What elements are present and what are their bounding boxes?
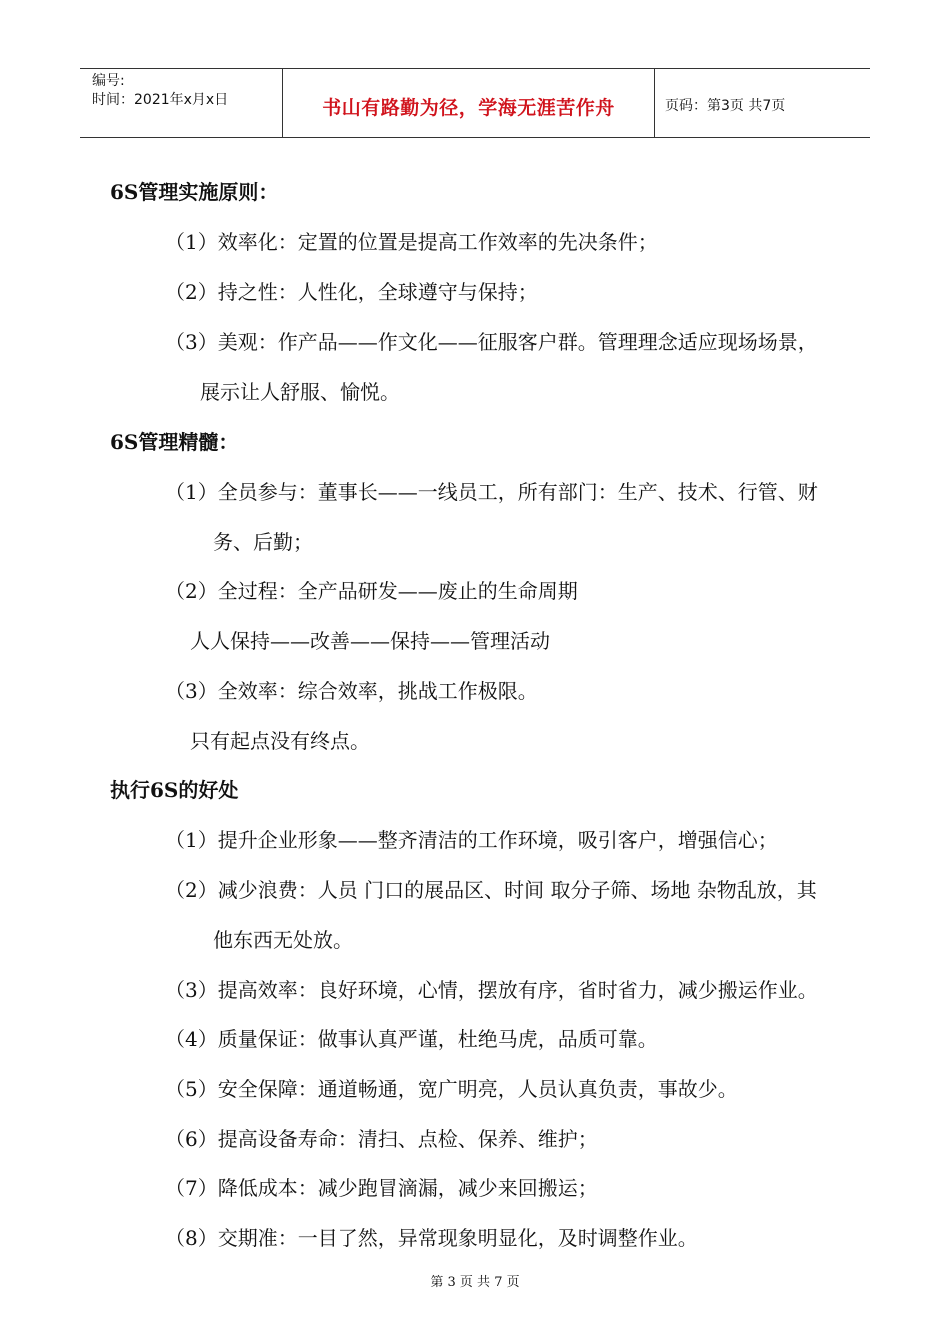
- time-label: 时间：2021年x月x日: [92, 92, 229, 108]
- benefits-item-3: （3）提高效率：良好环境，心情，摆放有序，省时省力，减少搬运作业。: [165, 978, 818, 1002]
- benefits-item-7: （7）降低成本：减少跑冒滴漏，减少来回搬运；: [165, 1176, 598, 1200]
- principles-item-2: （2）持之性：人性化，全球遵守与保持；: [165, 280, 538, 304]
- benefits-item-2: （2）减少浪费：人员 门口的展品区、时间 取分子筛、场地 杂物乱放，其: [165, 878, 817, 902]
- header-motto: 书山有路勤为径，学海无涯苦作舟: [283, 69, 655, 137]
- essence-item-2: （2）全过程：全产品研发——废止的生命周期: [165, 579, 578, 603]
- principles-item-3: （3）美观：作产品——作文化——征服客户群。管理理念适应现场场景，: [165, 330, 818, 354]
- section-title-essence: 6S管理精髓：: [110, 430, 239, 454]
- essence-item-1: （1）全员参与：董事长——一线员工，所有部门：生产、技术、行管、财: [165, 480, 818, 504]
- benefits-item-1: （1）提升企业形象——整齐清洁的工作环境，吸引客户，增强信心；: [165, 828, 778, 852]
- benefits-item-2-continued: 他东西无处放。: [213, 928, 353, 952]
- essence-item-2-continued: 人人保持——改善——保持——管理活动: [190, 629, 550, 653]
- principles-item-1: （1）效率化：定置的位置是提高工作效率的先决条件；: [165, 230, 658, 254]
- essence-item-1-continued: 务、后勤；: [213, 530, 313, 554]
- benefits-item-4: （4）质量保证：做事认真严谨，杜绝马虎，品质可靠。: [165, 1027, 658, 1051]
- section-title-principles: 6S管理实施原则：: [110, 180, 279, 204]
- benefits-item-8: （8）交期准：一目了然，异常现象明显化，及时调整作业。: [165, 1226, 698, 1250]
- essence-item-3-continued: 只有起点没有终点。: [190, 729, 370, 753]
- document-header: [80, 68, 870, 138]
- number-label: 编号:: [92, 73, 125, 89]
- benefits-item-5: （5）安全保障：通道畅通，宽广明亮，人员认真负责，事故少。: [165, 1077, 738, 1101]
- essence-item-3: （3）全效率：综合效率，挑战工作极限。: [165, 679, 538, 703]
- benefits-item-6: （6）提高设备寿命：清扫、点检、保养、维护；: [165, 1127, 598, 1151]
- principles-item-3-continued: 展示让人舒服、愉悦。: [200, 380, 400, 404]
- footer-page-label: 第 3 页 共 7 页: [430, 1275, 520, 1290]
- section-title-benefits: 执行6S的好处: [110, 778, 239, 802]
- header-page-info: 页码：第3页 共7页: [665, 98, 786, 114]
- page-footer: [0, 1271, 950, 1290]
- header-meta: [80, 69, 283, 137]
